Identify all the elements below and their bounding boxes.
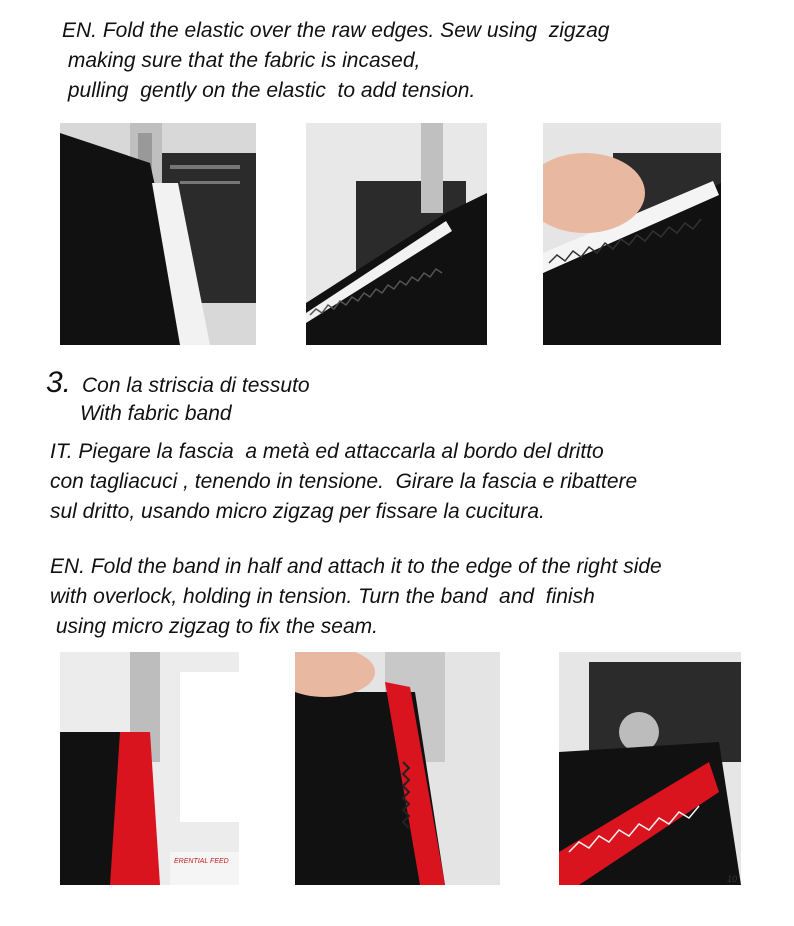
en-instructions-band: EN. Fold the band in half and attach it to the edge of the right side with overlock, holding in tension. Turn the band and finish using micro zigzag to fix the seam.	[50, 555, 662, 638]
band-fold-photo	[295, 652, 500, 885]
step-title-en: With fabric band	[80, 402, 232, 425]
band-overlock-photo	[60, 652, 239, 885]
machine-label-text: ERENTIAL FEED	[174, 858, 229, 865]
step-number: 3.	[46, 366, 72, 399]
page-corner-number: 10	[727, 874, 738, 884]
band-zigzag-photo	[559, 652, 741, 885]
finished-elastic-photo	[543, 123, 721, 345]
step-title-it: Con la striscia di tessuto	[82, 374, 310, 397]
it-instructions-band: IT. Piegare la fascia a metà ed attaccarla al bordo del dritto con tagliacuci , tenendo in tensione. Girare la fascia e ribattere sul dritto, usando micro zigzag per fissare la cucitura.	[50, 440, 638, 523]
zigzag-photo	[306, 123, 487, 345]
en-instructions-elastic: EN. Fold the elastic over the raw edges. Sew using zigzag making sure that the fabric is incased, pulling gently on the elastic to add tension.	[62, 19, 610, 102]
elastic-photo	[60, 123, 256, 345]
